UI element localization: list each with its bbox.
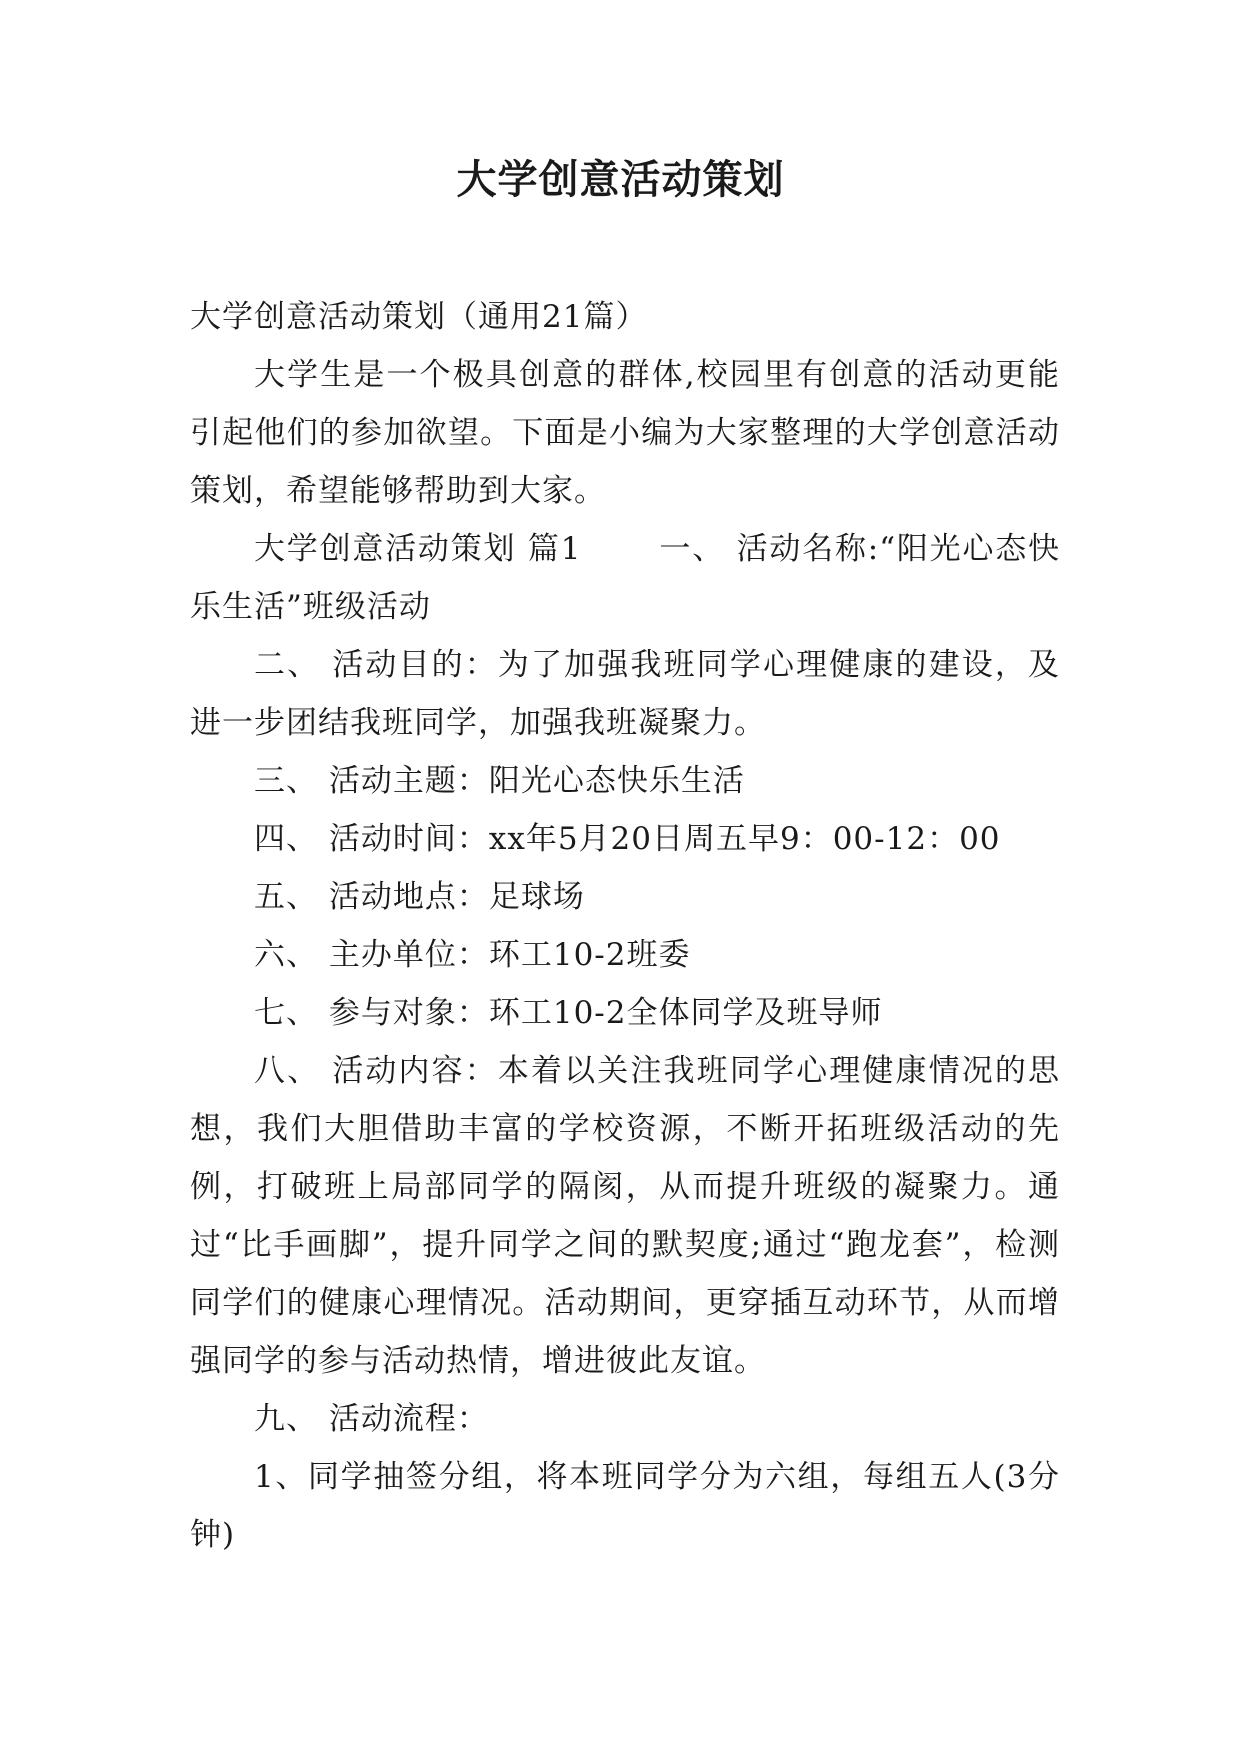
document-body — [190, 288, 1060, 1564]
activity-organizer: 六、 主办单位：环工10-2班委 — [254, 937, 691, 973]
document-subtitle: 大学创意活动策划（通用21篇） — [190, 299, 648, 335]
activity-content: 八、 活动内容：本着以关注我班同学心理健康情况的思想，我们大胆借助丰富的学校资源，不断开拓班级活动的先例，打破班上局部同学的隔阂，从而提升班级的凝聚力。通过“比手画脚”，提升同学之间的默契度;通过“跑龙套”，检测同学们的健康心理情况。活动期间，更穿插互动环节，从而增强同学的参与活动热情，增进彼此友谊。 — [190, 1053, 1060, 1379]
document-title: 大学创意活动策划 — [456, 157, 785, 203]
intro-paragraph: 大学生是一个极具创意的群体,校园里有创意的活动更能引起他们的参加欲望。下面是小编为大家整理的大学创意活动策划，希望能够帮助到大家。 — [190, 357, 1060, 509]
activity-location: 五、 活动地点：足球场 — [254, 879, 585, 915]
activity-purpose: 二、 活动目的：为了加强我班同学心理健康的建设，及进一步团结我班同学，加强我班凝聚力。 — [190, 647, 1060, 741]
activity-process-heading: 九、 活动流程： — [254, 1401, 489, 1437]
process-step-1: 1、同学抽签分组，将本班同学分为六组，每组五人(3分钟) — [190, 1459, 1060, 1553]
activity-theme: 三、 活动主题：阳光心态快乐生活 — [254, 763, 745, 799]
activity-participants: 七、 参与对象：环工10-2全体同学及班导师 — [254, 995, 883, 1031]
section-heading-article-1: 大学创意活动策划 篇1 一、 活动名称:“阳光心态快乐生活”班级活动 — [190, 531, 1060, 625]
activity-time: 四、 活动时间：xx年5月20日周五早9：00-12：00 — [254, 821, 1001, 857]
